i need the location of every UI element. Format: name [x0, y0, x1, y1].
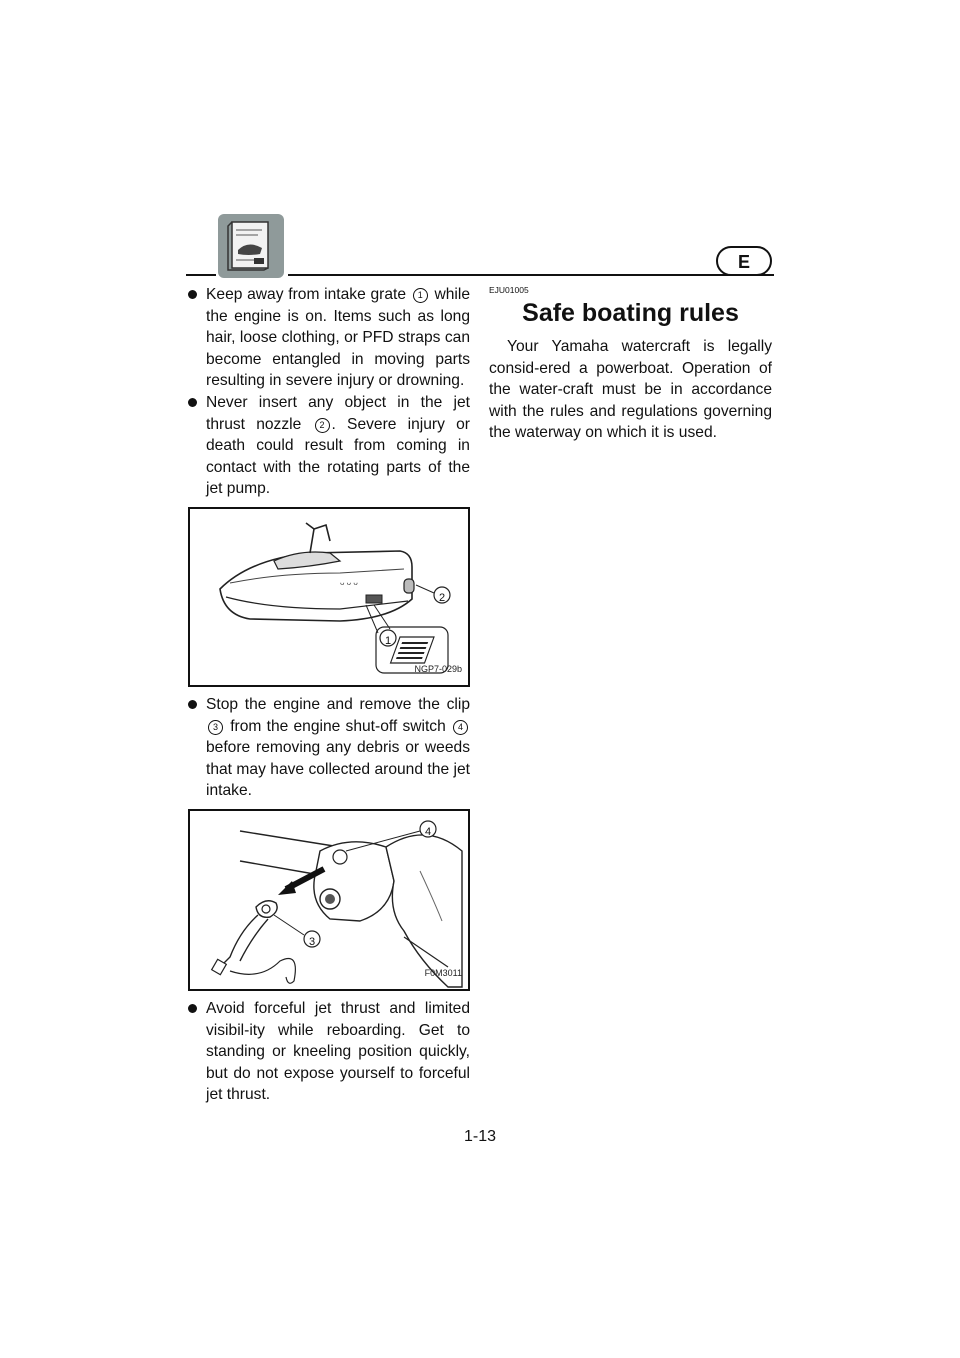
callout-label: 1 [384, 634, 392, 647]
bullet-dot [188, 290, 197, 299]
bullet-intake-grate [188, 284, 470, 392]
bullet-text: . Severe injury or death could result from coming in contact with the rotating parts of the jet pump. [206, 415, 470, 498]
bullet-text: Avoid forceful jet thrust and limited visibil-ity while reboarding. Get to standing or kneeling position quickly, but do not expose yourself to forceful jet thrust. [206, 999, 470, 1104]
callout-ref: 2 [315, 418, 330, 433]
bullet-dot [188, 1004, 197, 1013]
language-letter: E [737, 252, 750, 272]
bullet-dot [188, 700, 197, 709]
bullet-text: Keep away from intake grate [206, 286, 407, 303]
bullet-dot [188, 398, 197, 407]
callout-ref: 1 [413, 288, 428, 303]
manual-book-icon [218, 214, 284, 278]
bullet-text: from the engine shut-off switch [230, 717, 446, 735]
callout-label: 4 [424, 825, 432, 838]
page-number: 1-13 [463, 1128, 497, 1145]
right-column [489, 284, 772, 444]
figure-code: F0M3011 [424, 968, 462, 979]
left-column [188, 284, 470, 1106]
callout-label: 2 [438, 591, 446, 604]
section-code: EJU01005 [489, 285, 529, 295]
bullet-jet-thrust [188, 998, 470, 1106]
svg-text:ᴗ ᴗ ᴗ: ᴗ ᴗ ᴗ [340, 577, 358, 587]
header-rule-right [288, 274, 774, 276]
figure-code: NGP7-029b [414, 664, 462, 675]
section-title: Safe boating rules [522, 299, 739, 327]
language-badge [716, 246, 772, 276]
callout-ref: 4 [453, 720, 468, 735]
header-rule-left [186, 274, 216, 276]
bullet-text: Never insert any object in the jet thrust nozzle [206, 393, 470, 433]
section-paragraph: Your Yamaha watercraft is legally consid-ered a powerboat. Operation of the water-craft must be in accordance with the rules and regulations governing the waterway on which it is used. [489, 338, 772, 442]
figure-watercraft-intake [188, 507, 470, 687]
bullet-text: while the engine is on. Items such as long hair, loose clothing, or PFD straps can become entangled in moving parts resulting in severe injury or drowning. [206, 286, 470, 390]
callout-label: 3 [308, 935, 316, 948]
bullet-text: Stop the engine and remove the clip [206, 695, 470, 713]
bullet-jet-nozzle [188, 392, 470, 500]
callout-ref: 3 [208, 720, 223, 735]
figure-shutoff-switch [188, 809, 470, 991]
bullet-shutoff-clip [188, 694, 470, 802]
bullet-text: before removing any debris or weeds that may have collected around the jet intake. [206, 739, 470, 800]
